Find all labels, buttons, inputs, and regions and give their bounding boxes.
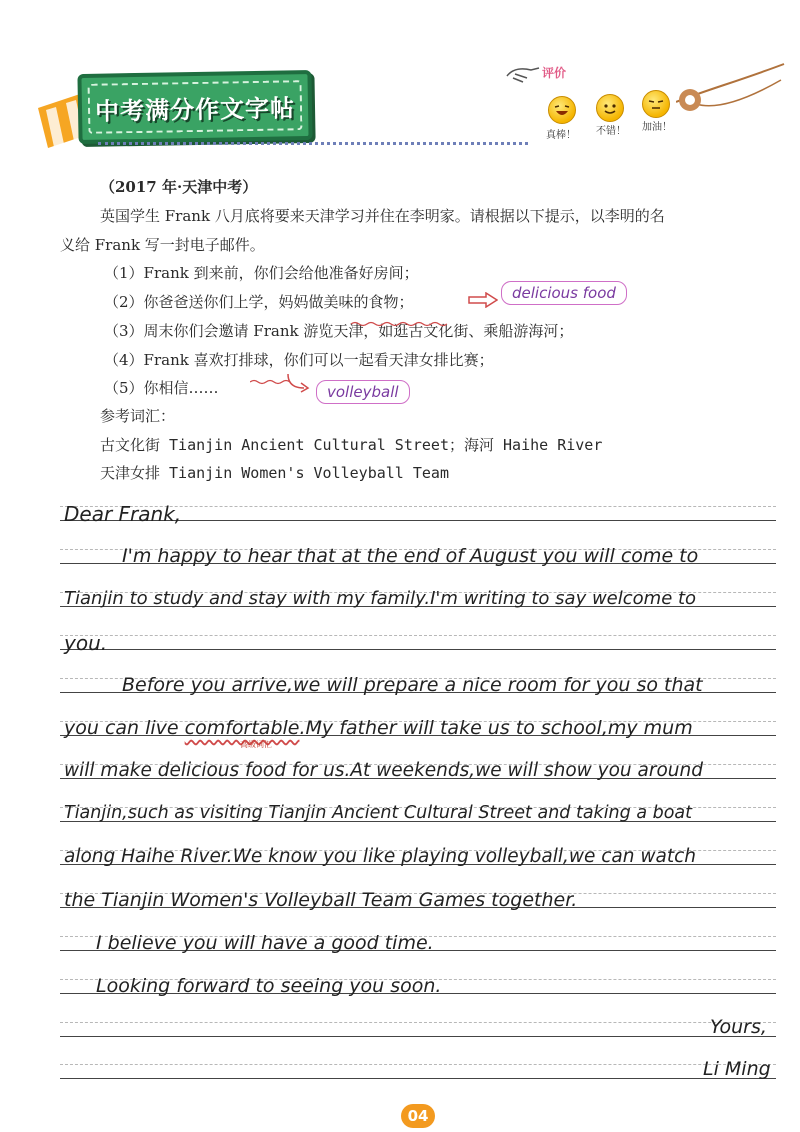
vocab-line-1: 古文化街 Tianjin Ancient Cultural Street；海河 Haihe River — [100, 436, 603, 454]
letter-line: I believe you will have a good time. — [96, 932, 434, 954]
rating-label-keep-going: 加油！ — [642, 122, 672, 133]
button-on-string-icon — [676, 60, 786, 120]
letter-line: Tianjin to study and stay with my family.I'm writing to say welcome to — [64, 588, 697, 609]
prompt-point-4: （4）Frank 喜欢打排球，你们可以一起看天津女排比赛； — [104, 351, 494, 369]
callout-volleyball: volleyball — [316, 380, 410, 404]
rating-label-good: 不错！ — [596, 126, 626, 137]
prompt-point-1: （1）Frank 到来前，你们会给他准备好房间； — [104, 264, 419, 282]
vocab-title: 参考词汇： — [100, 407, 176, 425]
highlighted-word: comfortable — [184, 717, 300, 739]
determined-face-icon — [642, 90, 670, 118]
rating-label-great: 真棒！ — [546, 130, 576, 141]
wavy-underline-delicious — [351, 312, 447, 318]
letter-greeting: Dear Frank, — [64, 502, 182, 526]
curved-arrow-icon — [284, 372, 312, 394]
prompt-intro-line-2: 义给 Frank 写一封电子邮件。 — [60, 236, 265, 254]
advanced-vocab-annotation: 高级词汇 — [240, 740, 272, 749]
letter-line: will make delicious food for us.At weekends,we will show you around — [64, 760, 703, 781]
prompt-point-5: （5）你相信…… — [104, 379, 219, 397]
laughing-face-icon — [548, 96, 576, 124]
dotted-divider — [98, 142, 528, 145]
letter-line: along Haihe River.We know you like playing volleyball,we can watch — [64, 846, 696, 867]
callout-delicious-food: delicious food — [501, 281, 627, 305]
letter-signature: Li Ming — [703, 1058, 771, 1080]
letter-line: you can live comfortable.My father will take us to school,my mum — [64, 717, 693, 739]
banner-title: 中考满分作文字帖 — [94, 93, 296, 126]
vocab-line-2: 天津女排 Tianjin Women's Volleyball Team — [100, 464, 449, 482]
prompt-point-3: （3）周末你们会邀请 Frank 游览天津，如逛古文化街、乘船游海河； — [104, 322, 574, 340]
exam-source: （2017 年·天津中考） — [100, 178, 258, 196]
letter-line: I'm happy to hear that at the end of August you will come to — [122, 545, 699, 567]
letter-line: Looking forward to seeing you soon. — [96, 975, 442, 997]
pointing-hand-icon — [505, 62, 541, 84]
letter-line: Before you arrive,we will prepare a nice room for you so that — [122, 674, 703, 696]
letter-closing: Yours, — [710, 1016, 767, 1038]
letter-line: Tianjin,such as visiting Tianjin Ancient Cultural Street and taking a boat — [64, 803, 693, 823]
prompt-point-2: （2）你爸爸送你们上学，妈妈做美味的食物； — [104, 293, 414, 311]
letter-line: you. — [64, 631, 108, 655]
right-arrow-icon — [468, 292, 498, 308]
evaluation-title: 评价 — [542, 66, 567, 80]
page-number: 04 — [401, 1104, 435, 1128]
prompt-intro-line-1: 英国学生 Frank 八月底将要来天津学习并住在李明家。请根据以下提示，以李明的名 — [100, 207, 665, 225]
title-banner — [77, 70, 312, 144]
letter-line: the Tianjin Women's Volleyball Team Games together. — [64, 889, 578, 911]
smiling-face-icon — [596, 94, 624, 122]
